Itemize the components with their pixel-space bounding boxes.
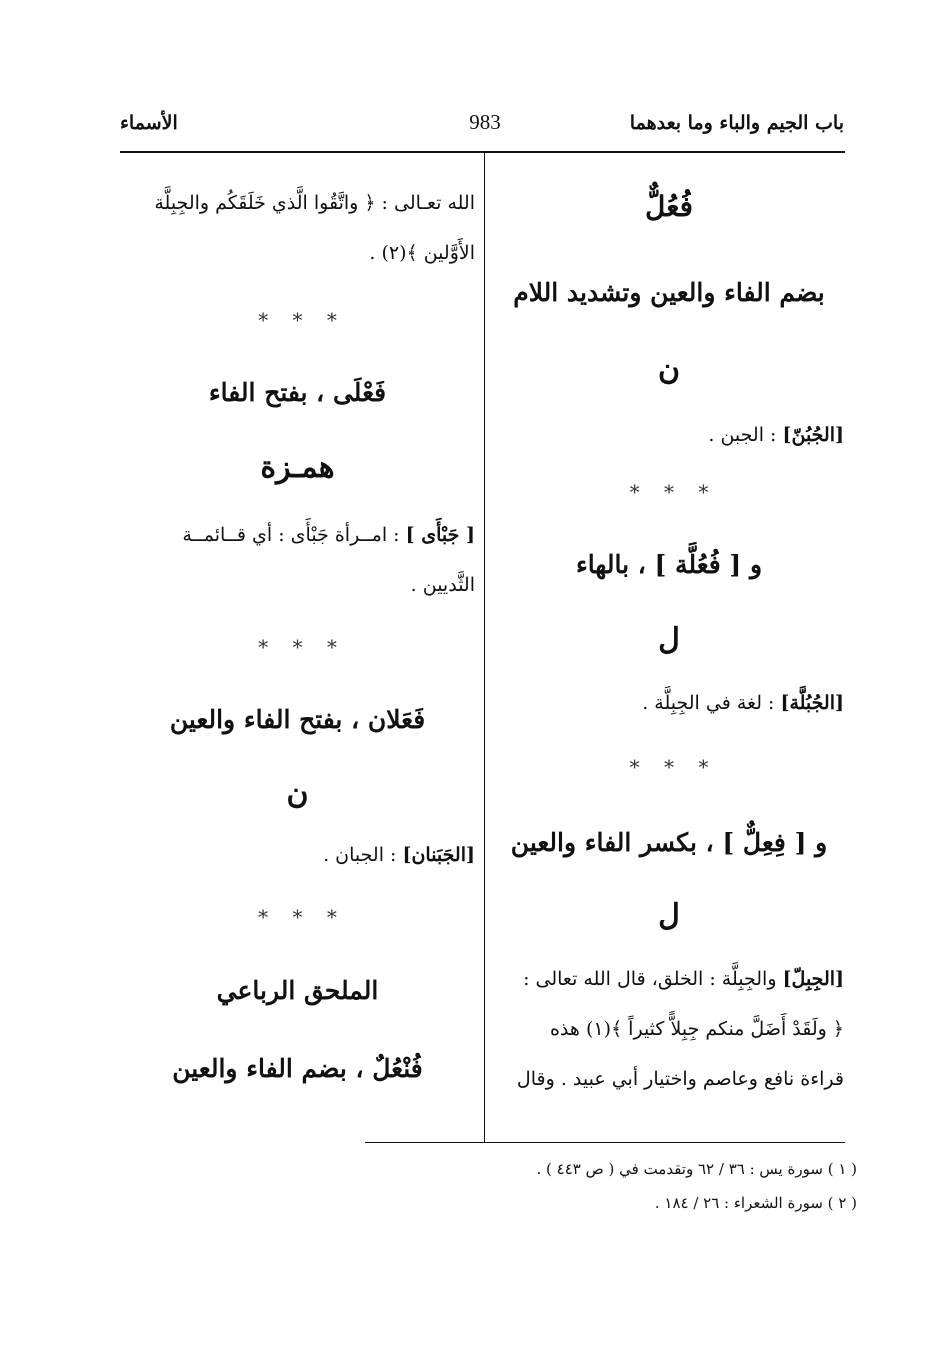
- entry-line: الأَوَّلين ﴾(٢) .: [369, 242, 475, 264]
- pattern-heading: فُعُلٌّ: [644, 190, 694, 223]
- entry-line: ﴿ ولَقَدْ أَضَلَّ منكم جِبِلاًّ كثيراً ﴾(١) هذه: [549, 1018, 844, 1040]
- continued-text: [120, 178, 475, 278]
- dictionary-entry: [120, 830, 475, 880]
- entry-text: والجِبِلَّة : الخلق، قال الله تعالى :: [523, 968, 777, 990]
- footnote-rule: [365, 1142, 845, 1143]
- dictionary-entry: [494, 678, 844, 728]
- pattern-description: بضم الفاء والعين وتشديد اللام: [513, 278, 825, 307]
- pattern-heading: و [ فُعُلَّة ] ، بالهاء: [575, 550, 763, 579]
- entry-word: [الجَبَنان]: [402, 844, 475, 866]
- running-header-section: الأسماء: [120, 112, 178, 134]
- entry-line: [120, 510, 475, 560]
- pattern-heading: فُنْعُلٌ ، بضم الفاء والعين: [172, 1054, 423, 1083]
- entry-line: قراءة نافع وعاصم واختيار أبي عبيد . وقال: [516, 1068, 844, 1090]
- section-separator: * * *: [258, 635, 337, 659]
- entry-line: الثَّديين .: [410, 574, 475, 596]
- letter-heading-nun: ن: [286, 776, 309, 811]
- section-separator: * * *: [258, 308, 337, 332]
- entry-line: [494, 954, 844, 1004]
- column-divider: [484, 153, 485, 1143]
- entry-word: [ جَبْأَى ]: [405, 524, 475, 546]
- header-rule: [120, 151, 845, 153]
- entry-definition: : لغة في الجِبِلَّة .: [642, 692, 775, 714]
- entry-line: الله تعـالى : ﴿ واتَّقُوا الَّذي خَلَقَكُم والجِبِلَّة: [154, 192, 475, 214]
- section-heading: الملحق الرباعي: [216, 976, 379, 1005]
- footnote-1: ( ١ ) سورة يس : ٣٦ / ٦٢ وتقدمت في ( ص ٤٤٣ ) .: [536, 1160, 857, 1178]
- footnote-2: ( ٢ ) سورة الشعراء : ٢٦ / ١٨٤ .: [654, 1194, 857, 1212]
- entry-word: [الجُبُلَّة]: [780, 692, 844, 714]
- dictionary-entry: [494, 954, 844, 1104]
- letter-heading-lam: ل: [658, 622, 680, 657]
- letter-heading-lam: ل: [658, 898, 680, 933]
- running-header-chapter: باب الجيم والباء وما بعدهما: [629, 112, 844, 134]
- pattern-heading: و [ فِعِلٌّ ] ، بكسر الفاء والعين: [510, 828, 828, 857]
- pattern-heading: فَعْلَى ، بفتح الفاء: [208, 378, 387, 407]
- entry-definition: : امــرأة جَبْأَى : أي قــائمــة: [182, 524, 400, 546]
- section-separator: * * *: [629, 755, 709, 779]
- section-separator: * * *: [258, 905, 337, 929]
- letter-heading-nun: ن: [657, 352, 681, 387]
- entry-definition: : الجبان .: [323, 844, 397, 866]
- entry-definition: : الجبن .: [708, 424, 777, 446]
- entry-word: [الجُبُنّ]: [782, 424, 844, 446]
- dictionary-entry: [120, 510, 475, 610]
- entry-word: [الجِبِلّ]: [782, 968, 844, 990]
- letter-heading-hamza: همـزة: [260, 450, 335, 485]
- dictionary-entry: [494, 410, 844, 460]
- page-number: 983: [469, 110, 501, 134]
- section-separator: * * *: [629, 480, 709, 504]
- pattern-heading: فَعَلان ، بفتح الفاء والعين: [169, 705, 426, 734]
